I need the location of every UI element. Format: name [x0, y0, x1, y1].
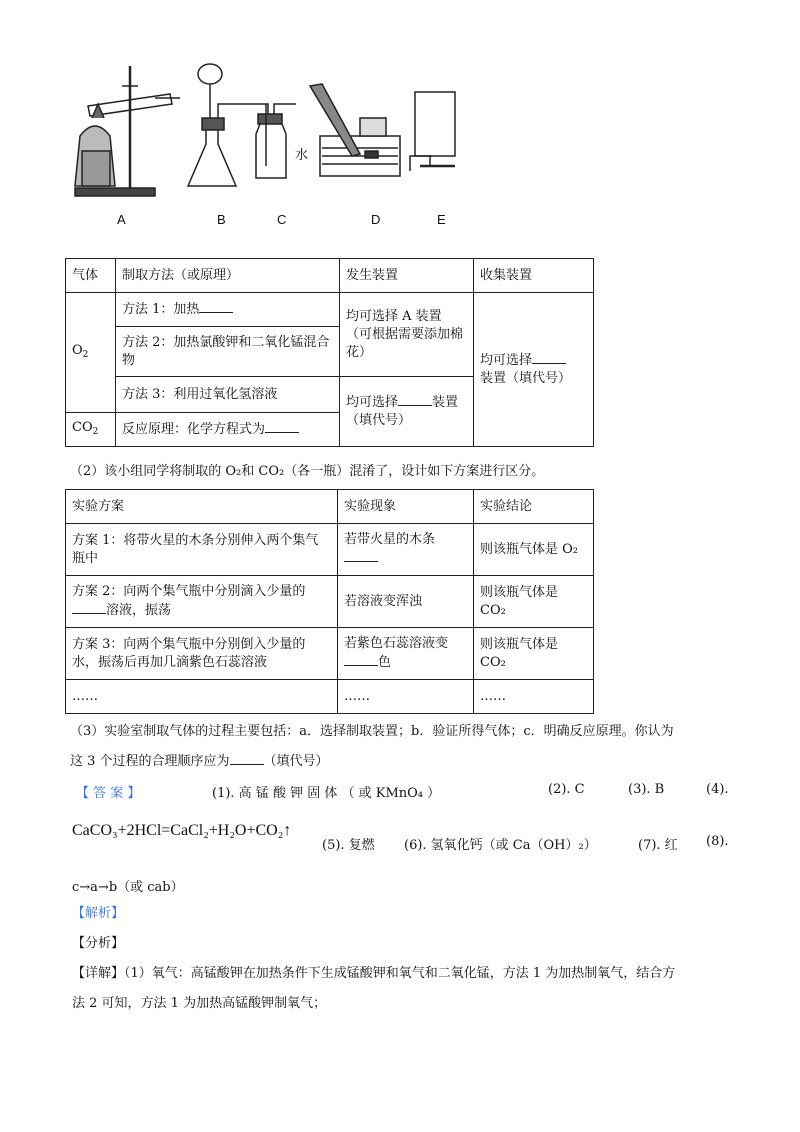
collector-note: 均可选择 装置（填代号） — [474, 293, 594, 447]
header-generator: 发生装置 — [340, 259, 474, 293]
header-plan: 实验方案 — [66, 490, 338, 524]
answer-4-equation: CaCO₃+2HCl=CaCl₂+H₂O+CO₂↑ — [72, 822, 292, 839]
phenomenon-2: 若溶液变浑浊 — [338, 576, 474, 628]
fenxi-tag: 【分析】 — [72, 936, 125, 951]
apparatus-d-drawing — [310, 84, 400, 176]
label-e: E — [437, 212, 446, 227]
answer-8: (8). — [706, 834, 729, 849]
question-3-line-1: （3）实验室制取气体的过程主要包括：a．选择制取装置；b．验证所得气体；c．明确反应原理。你认为 — [70, 724, 674, 739]
answer-3: (3). B — [628, 782, 665, 797]
conclusion-3: 则该瓶气体是 CO₂ — [474, 628, 594, 680]
detail-line-1: 【详解】（1）氧气：高锰酸钾在加热条件下生成锰酸钾和氧气和二氧化锰，方法 1 为加热制氧气，结合方 — [72, 966, 676, 981]
question-2-text: （2）该小组同学将制取的 O₂和 CO₂（各一瓶）混淆了，设计如下方案进行区分。 — [70, 464, 545, 479]
conclusion-1: 则该瓶气体是 O₂ — [474, 524, 594, 576]
water-label: 水 — [295, 147, 309, 162]
answer-6: (6). 氢氧化钙（或 Ca（OH）₂） — [404, 838, 597, 853]
method-2: 方法 2：加热氯酸钾和二氧化锰混合物 — [116, 327, 340, 377]
header-conclusion: 实验结论 — [474, 490, 594, 524]
plan-1: 方案 1：将带火星的木条分别伸入两个集气瓶中 — [66, 524, 338, 576]
answer-8-content: c→a→b（或 cab） — [72, 880, 184, 895]
method-3: 方法 3：利用过氧化氢溶液 — [116, 377, 340, 413]
plan-2: 方案 2：向两个集气瓶中分别滴入少量的 溶液，振荡 — [66, 576, 338, 628]
conclusion-2: 则该瓶气体是 CO₂ — [474, 576, 594, 628]
generator-a-note: 均可选择 A 装置（可根据需要添加棉花） — [340, 293, 474, 377]
answer-2: (2). C — [548, 782, 585, 797]
label-b: B — [217, 212, 226, 227]
answer-1: (1). 高 锰 酸 钾 固 体 （ 或 KMnO₄ ） — [212, 786, 441, 801]
header-method: 制取方法（或原理） — [116, 259, 340, 293]
label-a: A — [117, 212, 126, 227]
label-d: D — [371, 212, 381, 227]
method-1: 方法 1：加热 — [116, 293, 340, 327]
answer-7: (7). 红 — [638, 838, 678, 853]
detail-line-2: 法 2 可知，方法 1 为加热高锰酸钾制氧气； — [72, 996, 327, 1011]
plan-3: 方案 3：向两个集气瓶中分别倒入少量的水，振荡后再加几滴紫色石蕊溶液 — [66, 628, 338, 680]
o2-cell: $O_2$ — [66, 293, 116, 413]
phenomenon-3: 若紫色石蕊溶液变 色 — [338, 628, 474, 680]
generator-b-note: 均可选择 装置（填代号） — [340, 377, 474, 447]
blank-2[interactable] — [532, 351, 566, 364]
blank-5[interactable] — [344, 549, 378, 562]
gas-preparation-table — [65, 258, 594, 447]
reaction-principle: 反应原理：化学方程式为 — [116, 413, 340, 447]
blank-7[interactable] — [344, 653, 378, 666]
blank-8[interactable] — [230, 752, 264, 765]
blank-3[interactable] — [398, 393, 432, 406]
apparatus-e-drawing — [410, 92, 455, 171]
conclusion-ellipsis: …… — [474, 680, 594, 714]
header-phenomenon: 实验现象 — [338, 490, 474, 524]
analysis-tag: 【解析】 — [72, 906, 125, 921]
apparatus-c-drawing — [256, 104, 296, 178]
distinguish-table — [65, 489, 594, 714]
question-3-line-2: 这 3 个过程的合理顺序应为 （填代号） — [70, 754, 329, 769]
answer-5: (5). 复燃 — [322, 838, 375, 853]
apparatus-a-drawing — [75, 66, 180, 196]
label-c: C — [277, 212, 287, 227]
phenomenon-1: 若带火星的木条 — [338, 524, 474, 576]
header-collector: 收集装置 — [474, 259, 594, 293]
answer-tag: 【 答 案 】 — [76, 786, 141, 801]
answer-4: (4). — [706, 782, 729, 797]
blank-6[interactable] — [72, 601, 106, 614]
blank-1[interactable] — [199, 300, 233, 313]
phenomenon-ellipsis: …… — [338, 680, 474, 714]
co2-cell: $CO_2$ — [66, 413, 116, 447]
plan-ellipsis: …… — [66, 680, 338, 714]
blank-4[interactable] — [265, 420, 299, 433]
header-gas: 气体 — [66, 259, 116, 293]
